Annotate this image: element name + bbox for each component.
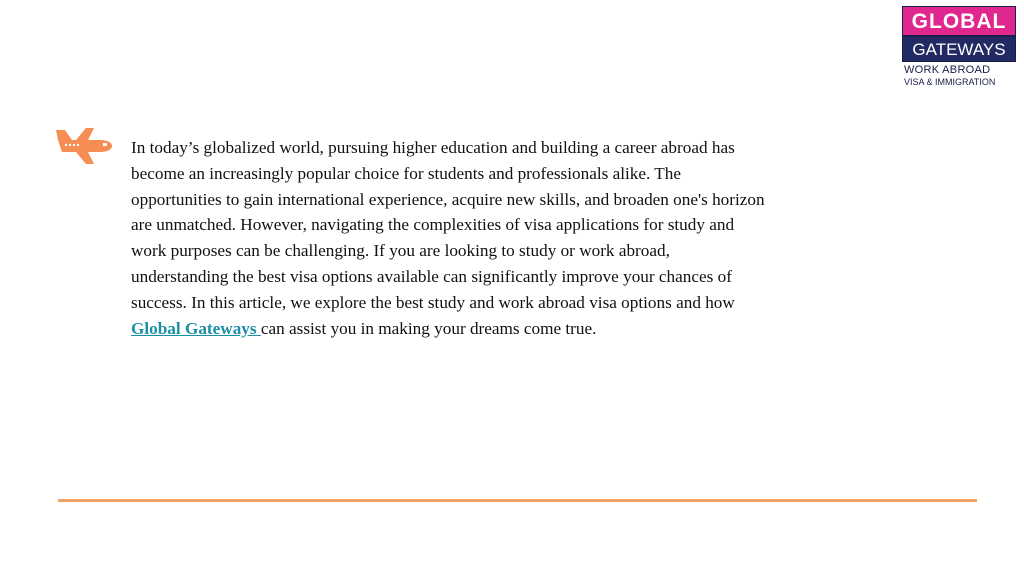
paragraph-line: In today’s globalized world, pursuing higher education and building a career abroad has [131, 138, 735, 157]
logo-tagline-1: WORK ABROAD [904, 64, 991, 76]
intro-paragraph [131, 135, 891, 341]
airplane-icon [56, 126, 114, 166]
paragraph-line: opportunities to gain international experience, acquire new skills, and broaden one's horizon [131, 189, 765, 209]
paragraph-line-final [131, 316, 891, 342]
paragraph-line: success. In this article, we explore the best study and work abroad visa options and how [131, 292, 735, 312]
bottom-divider [58, 499, 977, 502]
paragraph-line-end: can assist you in making your dreams come true. [260, 318, 597, 338]
paragraph-line: work purposes can be challenging. If you are looking to study or work abroad, [131, 241, 670, 261]
global-gateways-link[interactable]: Global Gateways [131, 318, 261, 338]
logo-mid-text: GATEWAYS [902, 36, 1016, 62]
company-logo [902, 6, 1020, 88]
logo-tagline-2: VISA & IMMIGRATION [904, 77, 996, 87]
logo-top-text: GLOBAL [902, 6, 1016, 36]
paragraph-line: are unmatched. However, navigating the complexities of visa applications for study and [131, 215, 735, 235]
paragraph-line: become an increasingly popular choice for students and professionals alike. The [131, 163, 681, 183]
paragraph-line: understanding the best visa options available can significantly improve your chances of [131, 266, 732, 286]
